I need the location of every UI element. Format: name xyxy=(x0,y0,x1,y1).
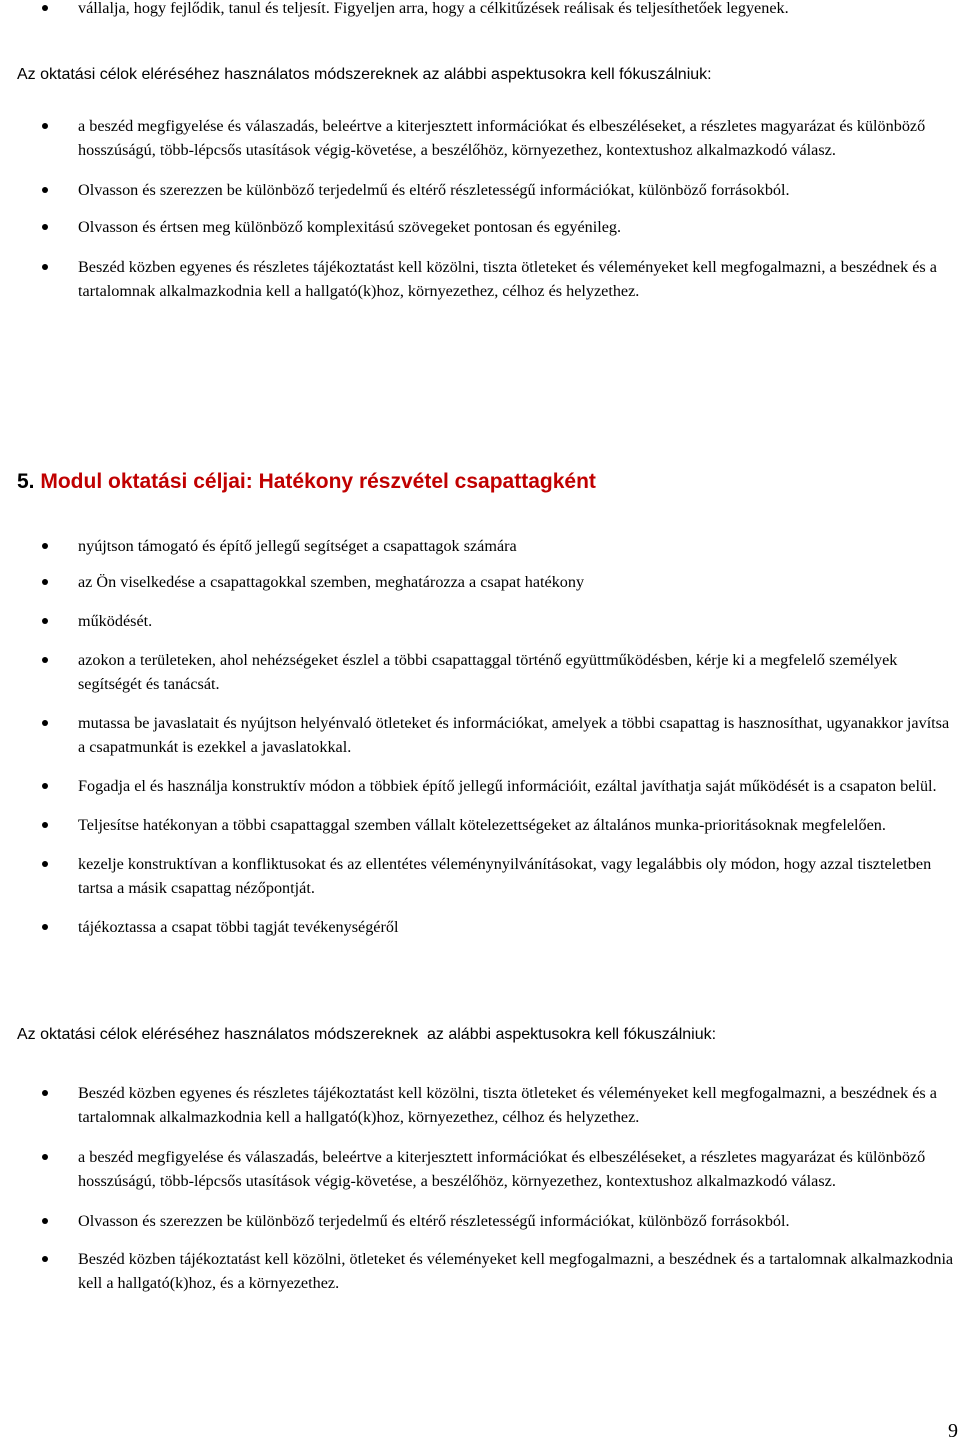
bullet-icon xyxy=(42,1256,48,1262)
heading-number: 5. xyxy=(17,470,35,493)
list-item-text: Olvasson és értsen meg különböző komplexitású szövegeket pontosan és egyénileg. xyxy=(78,218,622,236)
bullet-icon xyxy=(42,264,48,270)
bullet-icon xyxy=(42,861,48,867)
list-item-text: kezelje konstruktívan a konfliktusokat és az ellentétes véleménynyilvánításokat, vagy legalábbis oly módon, hogy azzal tiszteletben tartsa a másik csapattag nézőpontját. xyxy=(78,855,932,897)
list-item-text: működését. xyxy=(78,612,153,630)
bullet-icon xyxy=(42,1154,48,1160)
list-item xyxy=(0,648,960,696)
list-item xyxy=(0,215,960,239)
bullet-icon xyxy=(42,720,48,726)
list-item xyxy=(0,852,960,900)
list-item-text: az Ön viselkedése a csapattagokkal szemben, meghatározza a csapat hatékony xyxy=(78,573,585,591)
bullet-icon xyxy=(42,187,48,193)
list-item-text: Beszéd közben egyenes és részletes tájékoztatást kell közölni, tiszta ötleteket és véleményeket kell megfogalmazni, a beszédnek és a tartalomnak alkalmazkodnia kell a hallgató(k)hoz, környezethez, célhoz és helyzethez. xyxy=(78,258,937,300)
list-item-text: nyújtson támogató és építő jellegű segítséget a csapattagok számára xyxy=(78,537,517,555)
page-number: 9 xyxy=(948,1420,958,1442)
list-item xyxy=(0,570,960,594)
bullet-icon xyxy=(42,618,48,624)
aspects-list-2 xyxy=(0,1081,960,1295)
list-item xyxy=(0,1145,960,1193)
list-item xyxy=(0,534,960,558)
list-item xyxy=(0,774,960,798)
bullet-icon xyxy=(42,822,48,828)
list-item xyxy=(0,1247,960,1295)
module-heading xyxy=(17,467,957,497)
list-item xyxy=(0,711,960,759)
list-item-text: Teljesítse hatékonyan a többi csapattaggal szemben vállalt kötelezettségeket az általános munka-prioritásoknak megfelelően. xyxy=(78,816,886,834)
intro-paragraph-2: Az oktatási célok eléréséhez használatos módszereknek az alábbi aspektusokra kell fókuszálniuk: xyxy=(17,1026,717,1043)
heading-title: Modul oktatási céljai: Hatékony részvétel csapattagként xyxy=(40,470,596,493)
list-item xyxy=(0,813,960,837)
list-item-text: a beszéd megfigyelése és válaszadás, beleértve a kiterjesztett információkat és elbeszéléseket, a részletes magyarázat és különböző hosszúságú, több-lépcsős utasítások végig-követése, a beszélőhöz, környezethez, kontextushoz alkalmazkodó válasz. xyxy=(78,117,926,159)
list-item xyxy=(0,114,960,162)
list-item xyxy=(0,1081,960,1129)
aspects-list-1 xyxy=(0,114,960,303)
bullet-icon xyxy=(42,657,48,663)
list-item xyxy=(0,609,960,633)
list-item-text: Beszéd közben tájékoztatást kell közölni, ötleteket és véleményeket kell megfogalmazni, a beszédnek és a tartalomnak alkalmazkodnia kell a hallgató(k)hoz, és a környezethez. xyxy=(78,1250,954,1292)
list-item-text: Olvasson és szerezzen be különböző terjedelmű és eltérő részletességű információkat, különböző forrásokból. xyxy=(78,1212,790,1230)
list-item xyxy=(0,915,960,939)
bullet-icon xyxy=(42,579,48,585)
list-item xyxy=(0,0,960,20)
list-item xyxy=(0,1209,960,1233)
list-item xyxy=(0,178,960,202)
bullet-icon xyxy=(42,123,48,129)
list-item-text: a beszéd megfigyelése és válaszadás, beleértve a kiterjesztett információkat és elbeszéléseket, a részletes magyarázat és különböző hosszúságú, több-lépcsős utasítások végig-követése, a beszélőhöz, környezethez, kontextushoz alkalmazkodó válasz. xyxy=(78,1148,926,1190)
list-item xyxy=(0,255,960,303)
bullet-icon xyxy=(42,924,48,930)
module-goals-list xyxy=(0,534,960,939)
list-item-text: tájékoztassa a csapat többi tagját tevékenységéről xyxy=(78,918,399,936)
bullet-icon xyxy=(42,5,48,11)
bullet-icon xyxy=(42,543,48,549)
list-item-text: mutassa be javaslatait és nyújtson helyénvaló ötleteket és információkat, amelyek a többi csapattag is hasznosíthat, ugyanakkor javítsa a csapatmunkát is ezekkel a javaslatokkal. xyxy=(78,714,950,756)
list-item-text: Beszéd közben egyenes és részletes tájékoztatást kell közölni, tiszta ötleteket és véleményeket kell megfogalmazni, a beszédnek és a tartalomnak alkalmazkodnia kell a hallgató(k)hoz, környezethez, célhoz és helyzethez. xyxy=(78,1084,937,1126)
bullet-icon xyxy=(42,224,48,230)
bullet-icon xyxy=(42,1090,48,1096)
bullet-icon xyxy=(42,783,48,789)
top-bullet-list xyxy=(0,0,960,20)
bullet-icon xyxy=(42,1218,48,1224)
list-item-text: Fogadja el és használja konstruktív módon a többiek építő jellegű információit, ezáltal javíthatja saját működését is a csapaton belül. xyxy=(78,777,937,795)
intro-paragraph-1: Az oktatási célok eléréséhez használatos módszereknek az alábbi aspektusokra kell fókuszálniuk: xyxy=(17,66,712,83)
list-item-text: vállalja, hogy fejlődik, tanul és teljesít. Figyeljen arra, hogy a célkitűzések reálisak és teljesíthetőek legyenek. xyxy=(78,0,789,17)
list-item-text: Olvasson és szerezzen be különböző terjedelmű és eltérő részletességű információkat, különböző forrásokból. xyxy=(78,181,790,199)
list-item-text: azokon a területeken, ahol nehézségeket észlel a többi csapattaggal történő együttműködésben, kérje ki a megfelelő személyek segítségét és tanácsát. xyxy=(78,651,898,693)
